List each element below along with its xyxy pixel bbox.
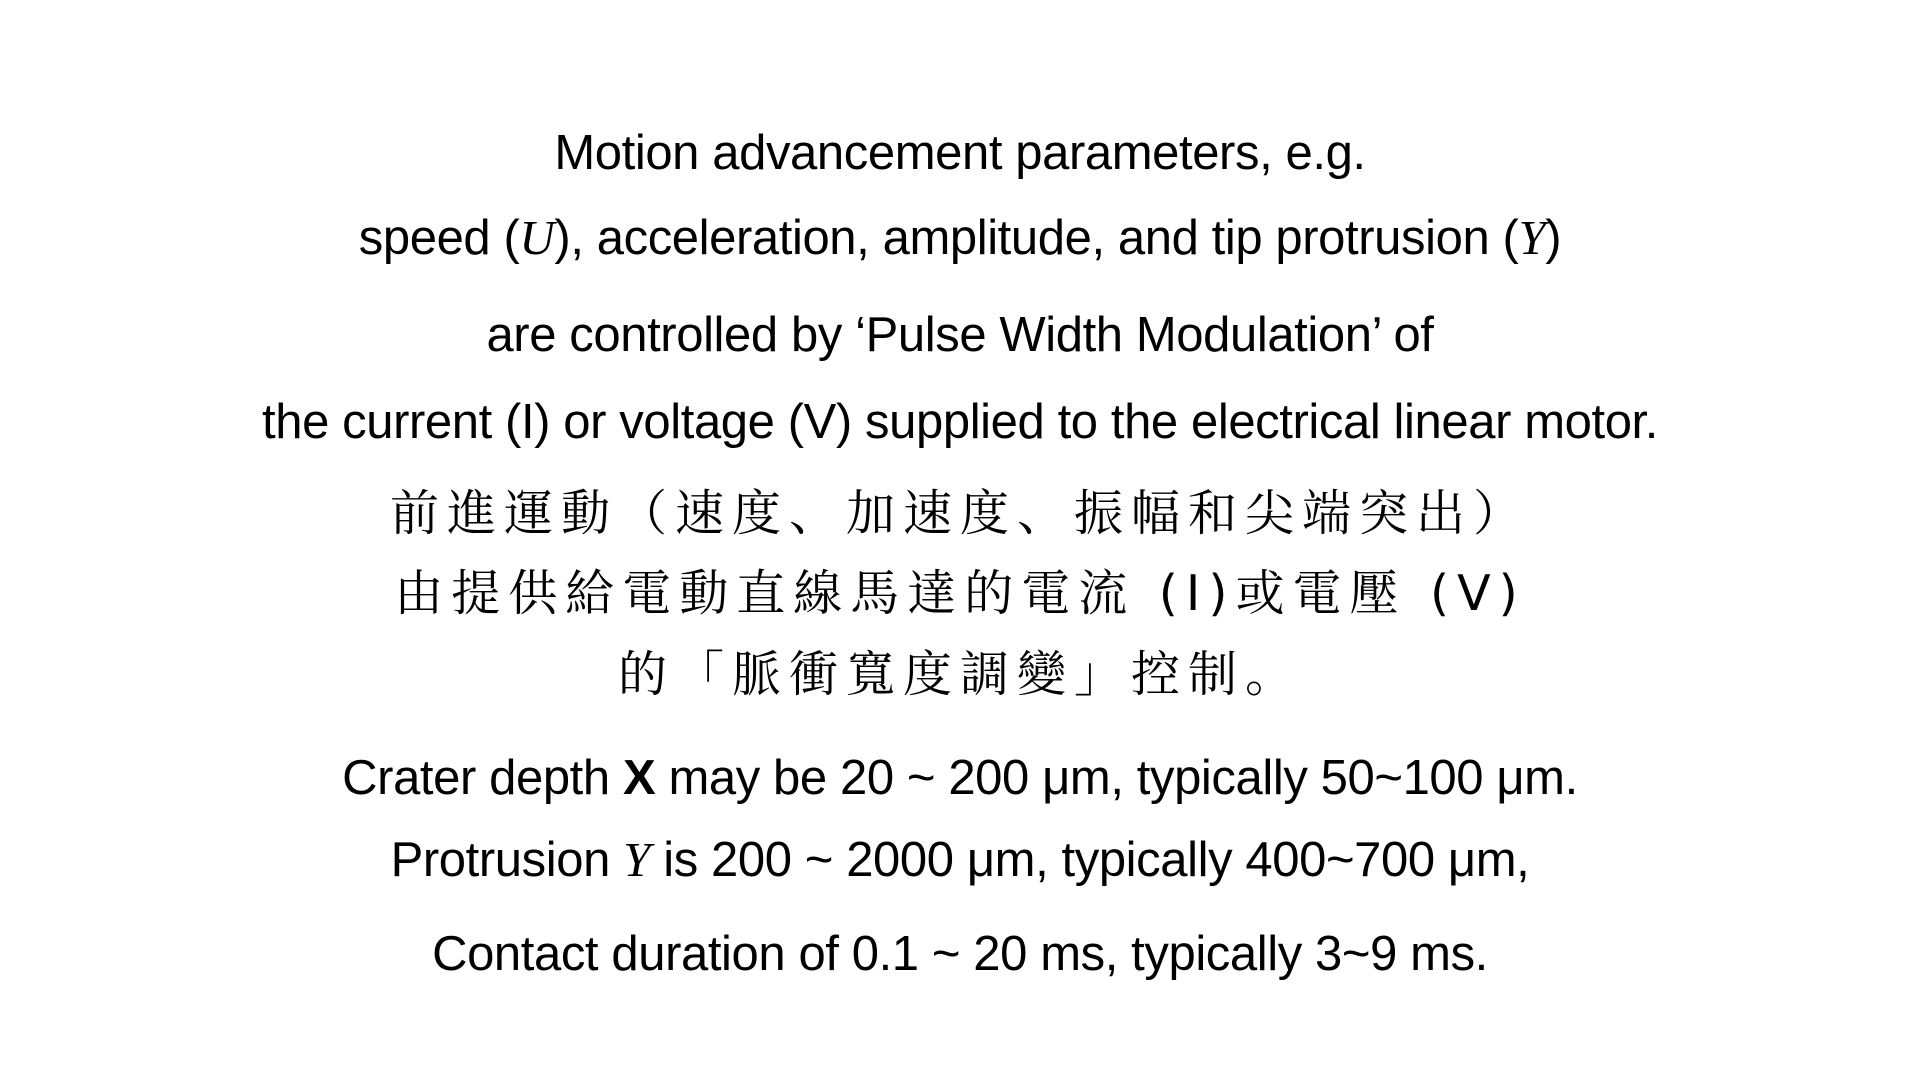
english-line-2-part-a: speed (: [358, 211, 520, 265]
english-line-2-part-b: ), acceleration, amplitude, and tip protrusion (: [554, 211, 1519, 265]
chinese-line-3: 的「脈衝寬度調變」控制。: [617, 646, 1302, 703]
crater-depth-line: [0, 748, 1920, 808]
protrusion-part-a: Protrusion: [390, 833, 624, 887]
english-line-2: [0, 208, 1920, 268]
crater-depth-part-b: may be 20 ~ 200 μm, typically 50~100 μm.: [655, 751, 1578, 805]
chinese-line-2: 由提供給電動直線馬達的電流 (I)或電壓 (V): [394, 565, 1526, 622]
english-line-3: are controlled by ‘Pulse Width Modulation’ of: [486, 308, 1434, 362]
protrusion-variable-y: Y: [623, 832, 650, 887]
contact-duration-line: Contact duration of 0.1 ~ 20 ms, typically 3~9 ms.: [432, 927, 1488, 981]
variable-u: U: [519, 210, 555, 265]
english-line-2-part-c: ): [1545, 211, 1562, 265]
english-line-1: Motion advancement parameters, e.g.: [554, 126, 1366, 180]
variable-y: Y: [1518, 210, 1546, 265]
chinese-line-1: 前進運動（速度、加速度、振幅和尖端突出）: [389, 485, 1530, 542]
english-line-4: the current (I) or voltage (V) supplied to the electrical linear motor.: [262, 395, 1658, 449]
protrusion-line: [0, 830, 1920, 890]
variable-x: X: [622, 751, 656, 805]
crater-depth-part-a: Crater depth: [342, 751, 623, 805]
protrusion-part-b: is 200 ~ 2000 μm, typically 400~700 μm,: [650, 833, 1530, 887]
